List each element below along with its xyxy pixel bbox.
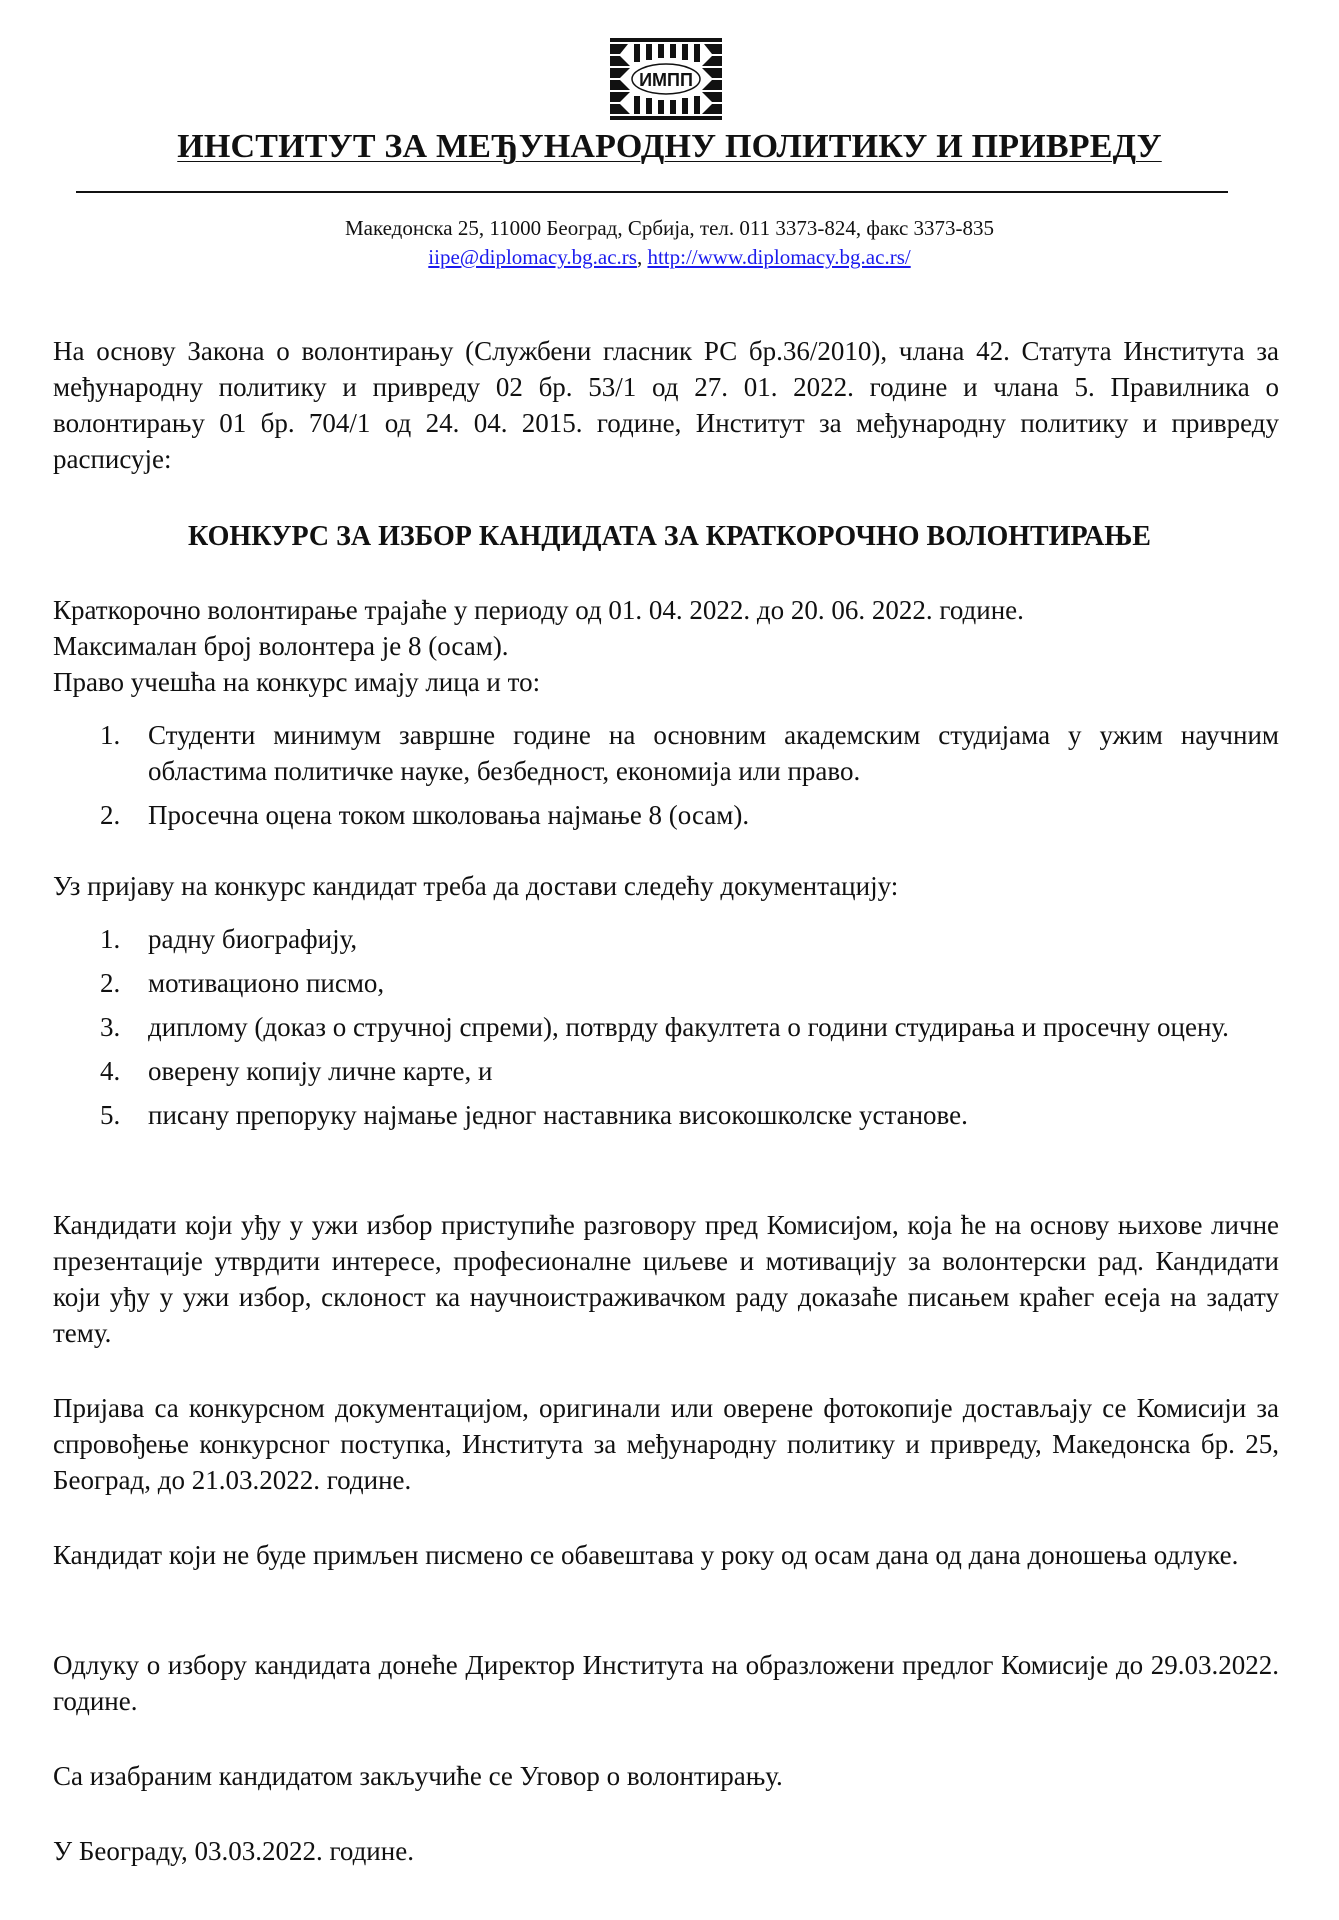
document-title: КОНКУРС ЗА ИЗБОР КАНДИДАТА ЗА КРАТКОРОЧНО ВОЛОНТИРАЊЕ (188, 521, 1151, 552)
list-number: 2. (100, 800, 121, 830)
submission-paragraph: Пријава са конкурсном документацијом, оригинали или оверене фотокопије достављају се Комисији за спровођење конкурсног поступка, Института за међународну политику и привреду, Македонска бр. 25, Београд, до 21.03.2022. године. (53, 1393, 1279, 1495)
list-number: 2. (100, 968, 121, 998)
list-item (53, 965, 1279, 1001)
institute-name: ИНСТИТУТ ЗА МЕЂУНАРОДНУ ПОЛИТИКУ И ПРИВРЕДУ (177, 128, 1162, 165)
list-number: 5. (100, 1100, 121, 1130)
list-item (53, 1097, 1279, 1133)
list-item-text: радну биографију, (148, 924, 358, 954)
rejection-paragraph: Кандидат који не буде примљен писмено се обавештава у року од осам дана од дана доношења одлуке. (53, 1540, 1239, 1570)
interview-paragraph: Кандидати који уђу у ужи избор приступиће разговору пред Комисијом, која ће на основу њихове личне презентације утврдити интересе, професионалне циљеве и мотивацију за волонтерски рад. Кандидати који уђу у ужи избор, склоност ка научноистраживачком раду доказаће писањем краћег есеја на задату тему. (53, 1210, 1279, 1348)
decision-paragraph: Одлуку о избору кандидата донеће Директор Института на образложени предлог Комисије до 29.03.2022. године. (53, 1650, 1279, 1716)
list-number: 3. (100, 1012, 121, 1042)
documents-intro: Уз пријаву на конкурс кандидат треба да достави следећу документацију: (53, 871, 899, 901)
contract-paragraph: Са изабраним кандидатом закључиће се Уговор о волонтирању. (53, 1761, 783, 1791)
list-number: 1. (100, 720, 121, 750)
list-item-text: Просечна оцена током школовања најмање 8 (осам). (148, 800, 750, 830)
eligibility-intro: Право учешћа на конкурс имају лица и то: (53, 667, 541, 697)
logo-text: ИМПП (639, 70, 693, 90)
address-line: Македонска 25, 11000 Београд, Србија, тел. 011 3373-824, факс 3373-835 (344, 216, 995, 240)
institute-logo (610, 38, 722, 120)
header-rule (76, 191, 1228, 193)
contact-block (0, 214, 1339, 272)
list-item-text: диплому (доказ о стручној спреми), потврду факултета о години студирања и просечну оцену. (148, 1012, 1229, 1042)
list-item (53, 717, 1279, 789)
links-line (0, 243, 1339, 272)
max-volunteers-text: Максималан број волонтера је 8 (осам). (53, 631, 509, 661)
intro-paragraph: На основу Закона о волонтирању (Службени гласник РС бр.36/2010), члана 42. Статута Института за међународну политику и привреду 02 бр. 53/1 од 27. 01. 2022. године и члана 5. Правилника о волонтирању 01 бр. 704/1 од 24. 04. 2015. године, Институт за међународну политику и привреду расписује: (53, 336, 1279, 474)
links-separator: , (636, 245, 648, 269)
list-item-text: писану препоруку најмање једног наставника високошколске установе. (148, 1100, 968, 1130)
list-item (53, 921, 1279, 957)
eligibility-list (53, 717, 1279, 833)
list-item-text: Студенти минимум завршне године на основним академским студијама у ужим научним областима политичке науке, безбедност, економија или право. (148, 720, 1279, 786)
list-item (53, 797, 1279, 833)
place-date: У Београду, 03.03.2022. године. (53, 1836, 414, 1866)
email-link[interactable]: iipe@diplomacy.bg.ac.rs (428, 245, 637, 269)
list-item (53, 1009, 1279, 1045)
documents-list (53, 921, 1279, 1133)
list-number: 4. (100, 1056, 121, 1086)
duration-paragraph: Краткорочно волонтирање трајаће у периоду од 01. 04. 2022. до 20. 06. 2022. године. (53, 595, 1024, 625)
list-item (53, 1053, 1279, 1089)
list-item-text: мотивационо писмо, (148, 968, 385, 998)
list-number: 1. (100, 924, 121, 954)
list-item-text: оверену копију личне карте, и (148, 1056, 493, 1086)
website-link[interactable]: http://www.diplomacy.bg.ac.rs/ (647, 245, 911, 269)
